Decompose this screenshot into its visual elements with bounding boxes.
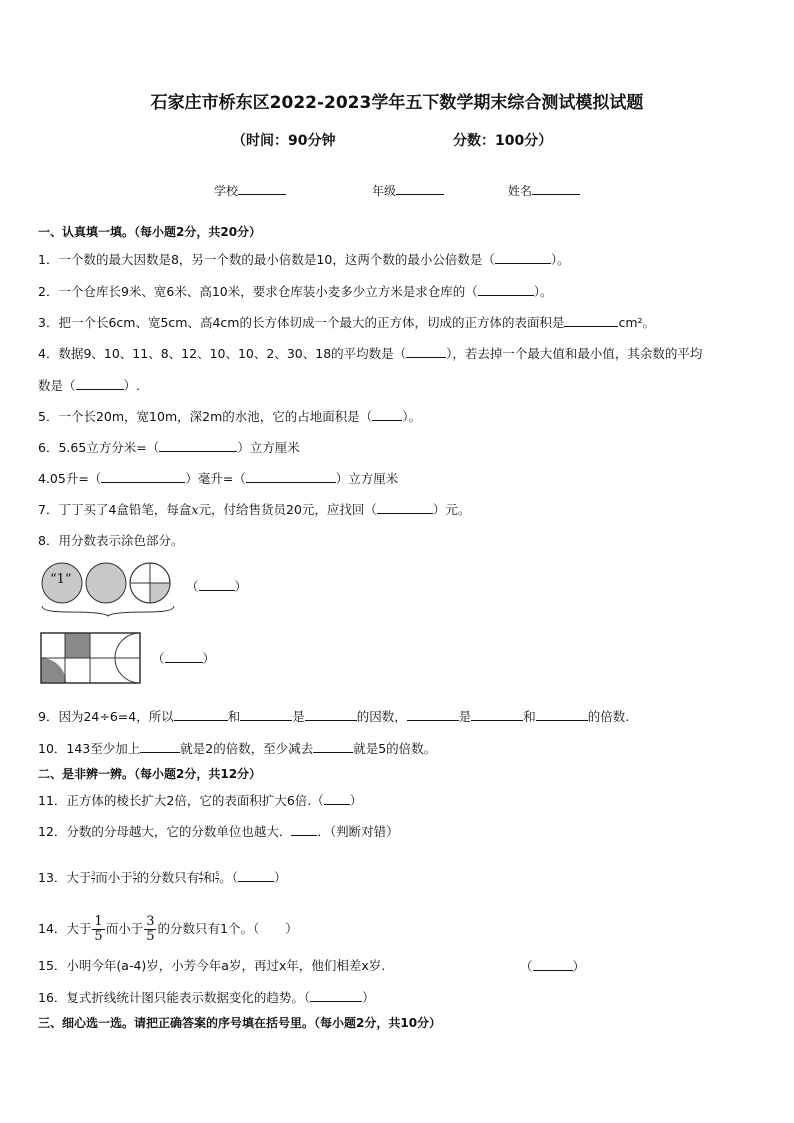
question-15: 15．小明今年(a-4)岁，小芳今年a岁，再过x年，他们相差x岁. <box>38 958 386 973</box>
question-9: 9．因为24÷6=4，所以 和 是 的因数， 是 和 的倍数. <box>38 709 630 724</box>
q5-blank[interactable] <box>372 408 402 421</box>
section1-heading: 一、认真填一填。（每小题2分，共20分） <box>38 225 262 239</box>
question-6b: 4.05升=（ ）毫升=（ ）立方厘米 <box>38 471 399 486</box>
question-1: 1．一个数的最大因数是8，另一个数的最小倍数是10，这两个数的最小公倍数是（ ）。 <box>38 252 570 267</box>
question-15-answer: （ ） <box>520 959 586 974</box>
name-field <box>508 182 580 199</box>
q12-blank[interactable] <box>291 823 317 836</box>
q15-blank[interactable] <box>533 958 573 971</box>
q8-blank-1[interactable] <box>199 578 235 591</box>
section3-heading: 三、细心选一选。请把正确答案的序号填在括号里。（每小题2分，共10分） <box>38 1016 442 1030</box>
q8-circles-figure <box>38 560 178 616</box>
question-2: 2．一个仓库长9米、宽6米、高10米，要求仓库装小麦多少立方米是求仓库的（ ）。 <box>38 284 553 299</box>
q8-brace <box>42 606 174 616</box>
school-blank[interactable] <box>238 182 286 195</box>
q8-circle-label: “1” <box>50 572 72 587</box>
q6-blank-a[interactable] <box>159 439 237 452</box>
name-label: 姓名 <box>508 184 533 198</box>
question-10: 10．143至少加上 就是2的倍数，至少减去 就是5的倍数。 <box>38 741 437 756</box>
question-8: 8．用分数表示涂色部分。 <box>38 533 184 548</box>
q1-blank[interactable] <box>495 251 551 264</box>
question-12: 12．分数的分母越大，它的分数单位也越大． ．（判断对错） <box>38 824 399 839</box>
question-7: 7．丁丁买了4盒铅笔，每盒x元，付给售货员20元，应找回（ ）元。 <box>38 502 471 517</box>
name-blank[interactable] <box>532 182 580 195</box>
question-5: 5．一个长20m，宽10m，深2m的水池，它的占地面积是（ ）。 <box>38 409 422 424</box>
question-4: 4．数据9、10、11、8、12、10、10、2、30、18的平均数是（ ），若去掉一个最大值和最小值，其余数的平均 <box>38 346 703 361</box>
school-field <box>214 182 286 199</box>
q8-rect-shaded-square <box>65 633 90 658</box>
q13-frac-1: $\frac{3}{7}$ <box>91 871 96 885</box>
question-4-cont: 数是（ ）. <box>38 378 140 393</box>
exam-time: （时间：90分钟 <box>232 133 336 149</box>
q9-blank-2[interactable] <box>240 708 292 721</box>
grade-label: 年级 <box>372 184 397 198</box>
question-16: 16．复式折线统计图只能表示数据变化的趋势。（ ） <box>38 990 375 1005</box>
q9-blank-5[interactable] <box>471 708 523 721</box>
exam-title: 石家庄市桥东区2022-2023学年五下数学期末综合测试模拟试题 <box>150 93 644 113</box>
exam-score: 分数：100分） <box>453 133 553 149</box>
q8-answer-1: （ ） <box>186 579 248 594</box>
q16-blank[interactable] <box>310 989 362 1002</box>
q4-blank-a[interactable] <box>406 345 446 358</box>
q10-blank-2[interactable] <box>313 740 353 753</box>
question-3: 3．把一个长6cm、宽5cm、高4cm的长方体切成一个最大的正方体，切成的正方体的表面积是 cm²。 <box>38 315 656 330</box>
q9-blank-6[interactable] <box>536 708 588 721</box>
grade-blank[interactable] <box>396 182 444 195</box>
question-14: 14．大于 $\frac{1}{5}$ 而小于 $\frac{3}{5}$ 的分数只有1个。（ ） <box>38 914 298 944</box>
q13-frac-4: $\frac{5}{7}$ <box>215 871 220 885</box>
grade-field <box>372 182 444 199</box>
q4-blank-b[interactable] <box>76 377 124 390</box>
q9-blank-4[interactable] <box>407 708 459 721</box>
section2-heading: 二、是非辨一辨。（每小题2分，共12分） <box>38 767 262 781</box>
q8-circle-2 <box>86 563 126 603</box>
q6-blank-b[interactable] <box>101 470 185 483</box>
question-11: 11．正方体的棱长扩大2倍，它的表面积扩大6倍.（ ） <box>38 793 363 808</box>
question-6a: 6．5.65立方分米=（ ）立方厘米 <box>38 440 300 455</box>
q8-answer-2: （ ） <box>152 651 216 666</box>
q14-frac-1: $\frac{1}{5}$ <box>94 914 103 944</box>
q9-blank-1[interactable] <box>174 708 228 721</box>
q11-blank[interactable] <box>324 792 350 805</box>
q14-frac-2: $\frac{3}{5}$ <box>146 914 155 944</box>
q6-blank-c[interactable] <box>246 470 336 483</box>
q3-blank[interactable] <box>564 314 618 327</box>
q7-blank[interactable] <box>377 501 433 514</box>
q2-blank[interactable] <box>478 283 534 296</box>
q13-blank[interactable] <box>238 869 274 882</box>
q13-frac-3: $\frac{4}{7}$ <box>199 871 203 885</box>
school-label: 学校 <box>214 184 239 198</box>
q8-rectangle-figure <box>40 632 142 684</box>
q9-blank-3[interactable] <box>305 708 357 721</box>
question-13: 13．大于 $\frac{3}{7}$ 而小于 $\frac{5}{7}$ 的分数只有 $\frac{4}{7}$ 和 $\frac{5}{7}$ 。（ ） <box>38 870 287 885</box>
q13-frac-2: $\frac{5}{7}$ <box>132 871 137 885</box>
q10-blank-1[interactable] <box>140 740 180 753</box>
q8-blank-2[interactable] <box>165 650 203 663</box>
